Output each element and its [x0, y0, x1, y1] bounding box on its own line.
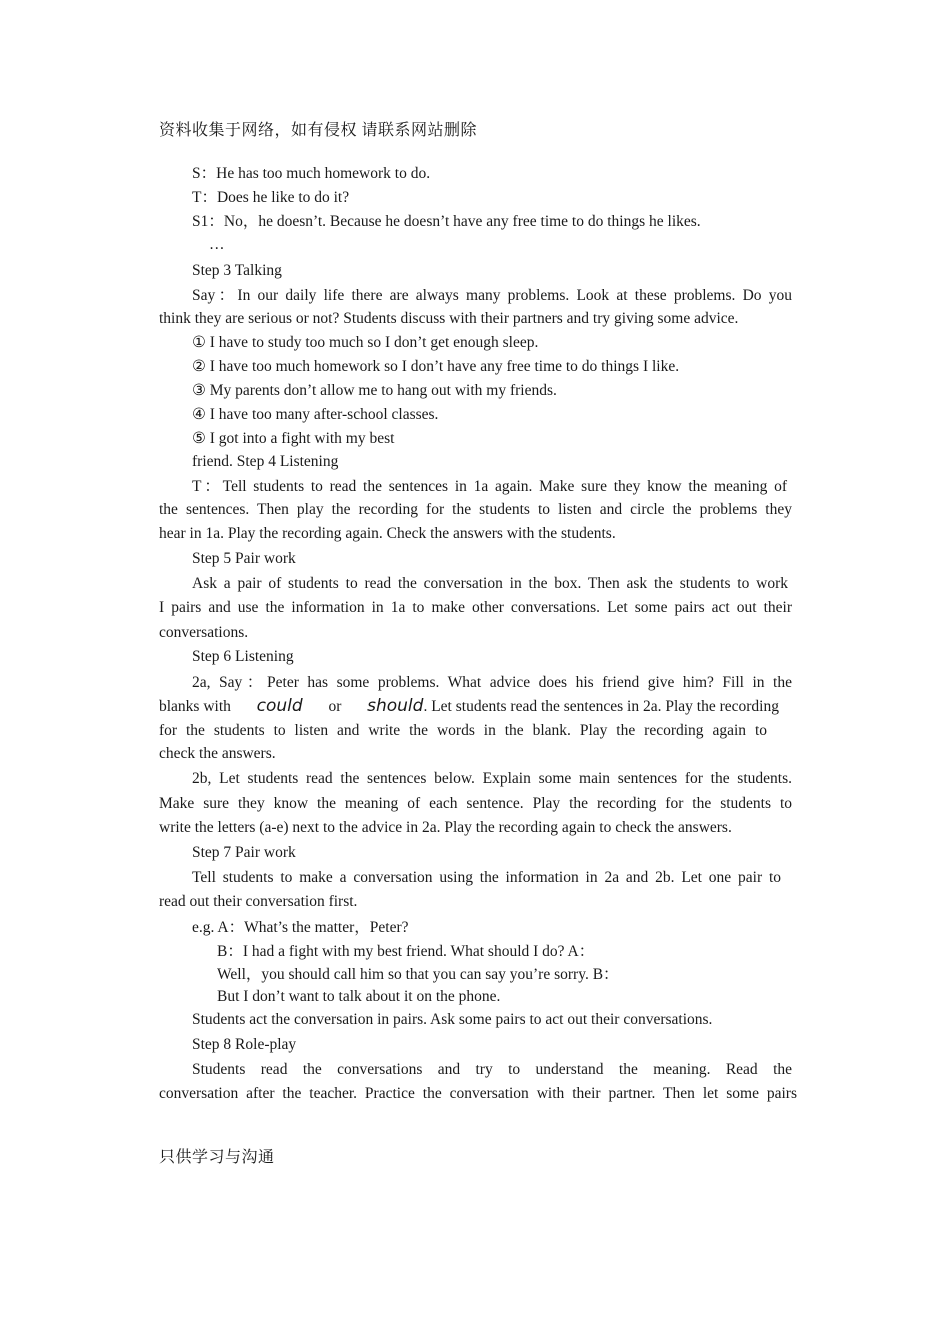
paragraph-line: the sentences. Then play the recording for the students to listen and circle the problems they [159, 501, 792, 518]
keyword-should: should [367, 696, 424, 716]
dialogue-line: Well，you should call him so that you can say you’re sorry. B： [217, 966, 619, 983]
dialogue-line: But I don’t want to talk about it on the phone. [217, 988, 501, 1005]
paragraph-line: Students act the conversation in pairs. Ask some pairs to act out their conversations. [192, 1011, 713, 1028]
paragraph-line: T：Tell students to read the sentences in 1a again. Make sure they know the meaning of [192, 478, 787, 495]
list-item: ① I have to study too much so I don’t get enough sleep. [192, 334, 539, 351]
paragraph-line [159, 696, 779, 717]
paragraph-line: read out their conversation first. [159, 893, 358, 910]
paragraph-line: for the students to listen and write the words in the blank. Play the recording again to [159, 722, 767, 739]
paragraph-line: conversations. [159, 624, 249, 641]
paragraph-line: Students read the conversations and try to understand the meaning. Read the [192, 1061, 792, 1078]
paragraph-line: Ask a pair of students to read the conversation in the box. Then ask the students to work [192, 575, 788, 592]
step-heading: Step 3 Talking [192, 262, 282, 279]
text-group [367, 696, 779, 717]
page-footer: 只供学习与沟通 [159, 1149, 275, 1166]
list-item: ④ I have too many after-school classes. [192, 406, 439, 423]
dialogue-line: S1：No，he doesn’t. Because he doesn’t have any free time to do things he likes. [192, 213, 701, 230]
paragraph-line: 2b, Let students read the sentences below. Explain some main sentences for the students. [192, 770, 792, 787]
paragraph-line: I pairs and use the information in 1a to make other conversations. Let some pairs act out their [159, 599, 792, 616]
keyword-could: could [256, 696, 303, 716]
text-span: or [328, 698, 342, 715]
dialogue-line: B：I had a fight with my best friend. What should I do? A： [217, 943, 595, 960]
text-span: blanks with [159, 698, 231, 715]
step-heading: Step 5 Pair work [192, 550, 296, 567]
paragraph-line: hear in 1a. Play the recording again. Check the answers with the students. [159, 525, 616, 542]
step-heading: Step 7 Pair work [192, 844, 296, 861]
step-heading: friend. Step 4 Listening [192, 453, 339, 470]
list-item: ③ My parents don’t allow me to hang out with my friends. [192, 382, 557, 399]
dialogue-line: e.g. A：What’s the matter，Peter? [192, 919, 409, 936]
paragraph-line: think they are serious or not? Students discuss with their partners and try giving some advice. [159, 310, 739, 327]
page-header: 资料收集于网络，如有侵权 请联系网站删除 [159, 122, 478, 139]
paragraph-line: Make sure they know the meaning of each sentence. Play the recording for the students to [159, 795, 792, 812]
list-item: ⑤ I got into a fight with my best [192, 430, 395, 447]
text-span: . Let students read the sentences in 2a. Play the recording [423, 698, 779, 715]
paragraph-line: conversation after the teacher. Practice the conversation with their partner. Then let some pairs [159, 1085, 797, 1102]
ellipsis: … [209, 236, 225, 253]
paragraph-line: Tell students to make a conversation using the information in 2a and 2b. Let one pair to [192, 869, 781, 886]
paragraph-line: check the answers. [159, 745, 276, 762]
paragraph-line: Say：In our daily life there are always many problems. Look at these problems. Do you [192, 287, 792, 304]
step-heading: Step 8 Role-play [192, 1036, 297, 1053]
paragraph-line: 2a, Say：Peter has some problems. What advice does his friend give him? Fill in the [192, 674, 792, 691]
dialogue-line: T：Does he like to do it? [192, 189, 350, 206]
paragraph-line: write the letters (a-e) next to the advice in 2a. Play the recording again to check the answers. [159, 819, 732, 836]
step-heading: Step 6 Listening [192, 648, 294, 665]
list-item: ② I have too much homework so I don’t have any free time to do things I like. [192, 358, 680, 375]
dialogue-line: S：He has too much homework to do. [192, 165, 431, 182]
